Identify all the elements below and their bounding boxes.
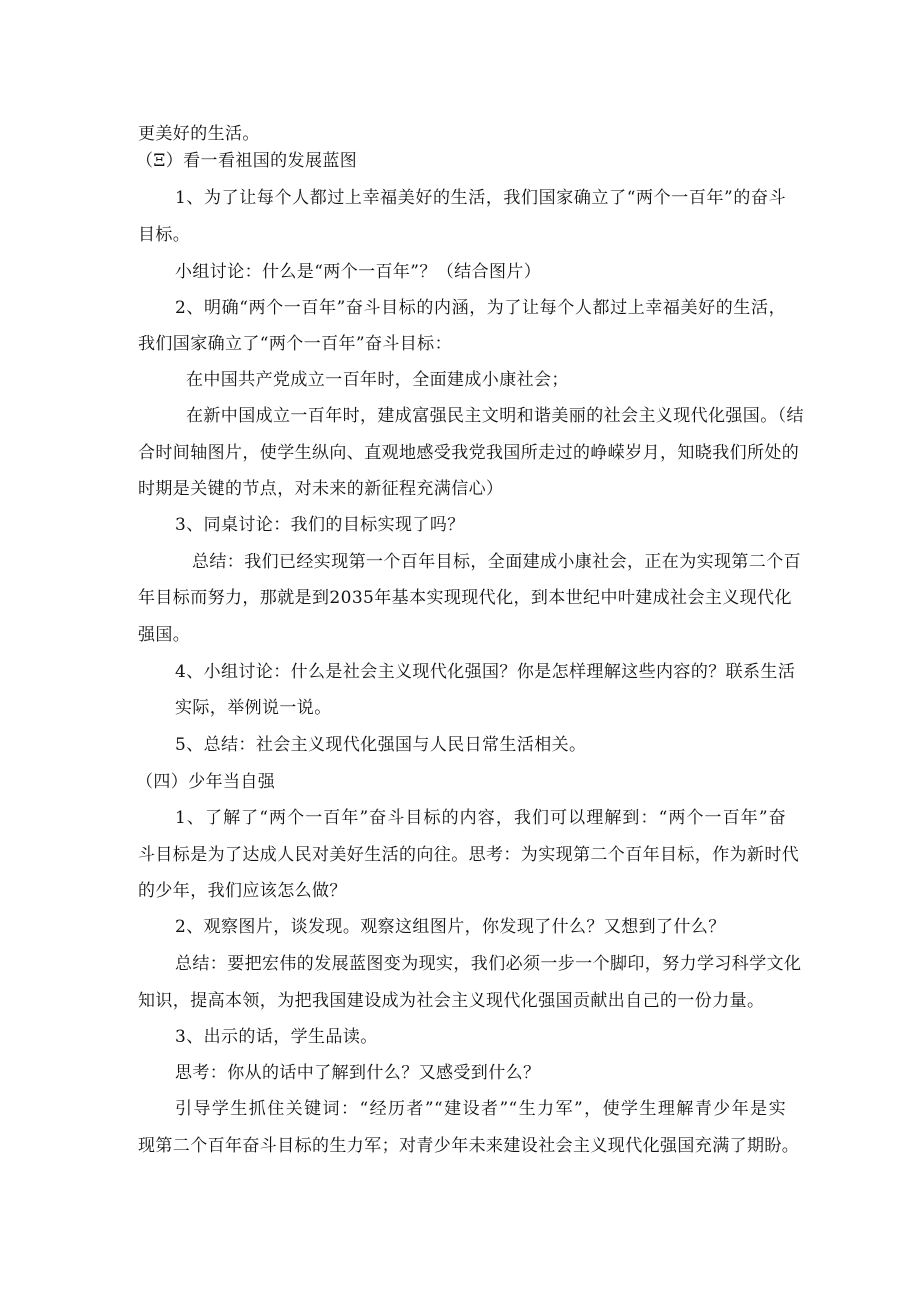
paragraph-line: 引导学生抓住关键词：“经历者”“建设者”“生力军”，使学生理解青少年是实	[175, 1099, 786, 1119]
paragraph-line: 更美好的生活。	[138, 124, 260, 144]
paragraph-line: 3、出示的话，学生品读。	[175, 1027, 378, 1047]
paragraph-line: 4、小组讨论：什么是社会主义现代化强国？你是怎样理解这些内容的？联系生活	[175, 662, 796, 682]
paragraph-line: 现第二个百年奋斗目标的生力军；对青少年未来建设社会主义现代化强国充满了期盼。	[138, 1136, 800, 1156]
paragraph-line: 总结：我们已经实现第一个百年目标，全面建成小康社会，正在为实现第二个百	[192, 552, 801, 572]
paragraph-line: 小组讨论：什么是“两个一百年”？（结合图片）	[175, 262, 542, 282]
paragraph-line: 强国。	[138, 625, 191, 645]
section-heading: （四）少年当自强	[136, 772, 276, 792]
paragraph-line: 思考：你从的话中了解到什么？又感受到什么？	[175, 1063, 541, 1083]
paragraph-line: 目标。	[138, 225, 191, 245]
paragraph-line: 年目标而努力，那就是到2035年基本实现现代化，到本世纪中叶建成社会主义现代化	[138, 588, 792, 608]
paragraph-line: 2、观察图片，谈发现。观察这组图片，你发现了什么？又想到了什么？	[175, 917, 726, 937]
paragraph-line: 2、明确“两个一百年”奋斗目标的内涵，为了让每个人都过上幸福美好的生活，	[175, 298, 786, 318]
paragraph-line: 总结：要把宏伟的发展蓝图变为现实，我们必须一步一个脚印，努力学习科学文化	[175, 954, 802, 974]
paragraph-line: 1、为了让每个人都过上幸福美好的生活，我们国家确立了“两个一百年”的奋斗	[175, 188, 786, 208]
paragraph-line: 合时间轴图片，使学生纵向、直观地感受我党我国所走过的峥嵘岁月，知晓我们所处的	[138, 443, 800, 463]
paragraph-line: 3、同桌讨论：我们的目标实现了吗？	[175, 515, 465, 535]
paragraph-line: 我们国家确立了“两个一百年”奋斗目标：	[138, 334, 452, 354]
paragraph-line: 实际，举例说一说。	[175, 698, 332, 718]
paragraph-line: 的少年，我们应该怎么做？	[138, 881, 347, 901]
paragraph-line: 1、了解了“两个一百年”奋斗目标的内容，我们可以理解到：“两个一百年”奋	[175, 808, 786, 828]
section-heading: （Ξ）看一看祖国的发展蓝图	[136, 151, 358, 171]
paragraph-line: 在新中国成立一百年时，建成富强民主文明和谐美丽的社会主义现代化强国。（结	[186, 406, 804, 426]
paragraph-line: 知识，提高本领，为把我国建设成为社会主义现代化强国贡献出自己的一份力量。	[138, 991, 765, 1011]
paragraph-line: 5、总结：社会主义现代化强国与人民日常生活相关。	[175, 735, 587, 755]
paragraph-line: 斗目标是为了达成人民对美好生活的向往。思考：为实现第二个百年目标，作为新时代	[138, 845, 800, 865]
paragraph-line: 在中国共产党成立一百年时，全面建成小康社会；	[186, 370, 569, 390]
paragraph-line: 时期是关键的节点，对未来的新征程充满信心）	[138, 479, 504, 499]
